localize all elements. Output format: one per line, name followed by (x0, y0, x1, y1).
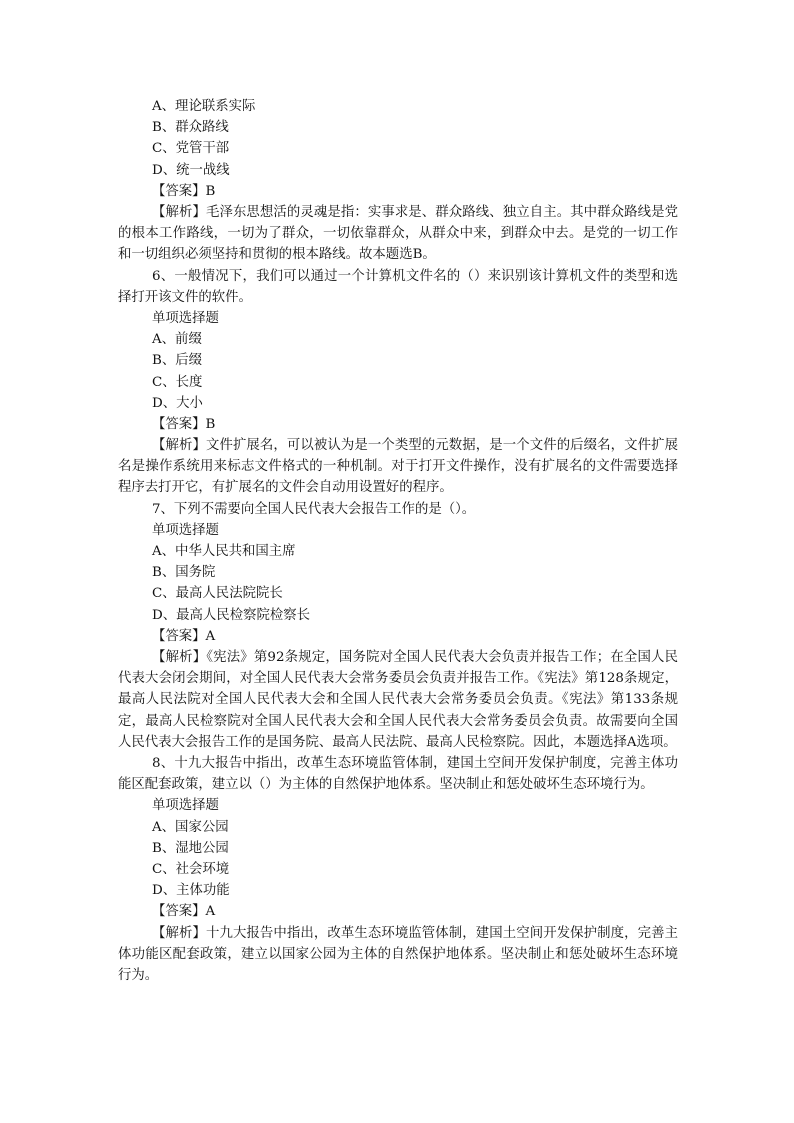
q8-analysis: 【解析】十九大报告中指出，改革生态环境监管体制，建国土空间开发保护制度，完善主体功能区配套政策，建立以国家公园为主体的自然保护地体系。坚决制止和惩处破坏生态环境行为。 (118, 925, 678, 983)
q6-stem: 6、一般情况下，我们可以通过一个计算机文件名的（）来识别该计算机文件的类型和选择打开该文件的软件。 (118, 268, 678, 305)
q7-option-c: C、最高人民法院院长 (152, 586, 283, 602)
q8-option-a: A、国家公园 (152, 819, 229, 835)
q5-option-c: C、党管干部 (152, 141, 230, 157)
q7-option-b: B、国务院 (152, 565, 216, 581)
q7-analysis: 【解析】《宪法》第92条规定，国务院对全国人民代表大会负责并报告工作；在全国人民代表大会闭会期间，对全国人民代表大会常务委员会负责并报告工作。《宪法》第128条规定，最高人民法院对全国人民代表大会和全国人民代表大会常务委员会负责。《宪法》第133条规定，最高人民检察院对全国人民代表大会和全国人民代表大会常务委员会负责。故需要向全国人民代表大会报告工作的是国务院、最高人民法院、最高人民检察院。因此，本题选择A选项。 (118, 650, 678, 750)
q8-type: 单项选择题 (152, 798, 219, 814)
q5-answer: 【答案】B (152, 183, 216, 199)
q6-option-a: A、前缀 (152, 332, 202, 348)
q8-option-b: B、湿地公园 (152, 840, 229, 856)
q6-option-c: C、长度 (152, 374, 203, 390)
q5-option-b: B、群众路线 (152, 120, 229, 136)
q7-option-a: A、中华人民共和国主席 (152, 544, 296, 560)
q7-option-d: D、最高人民检察院检察长 (152, 607, 311, 623)
q7-type: 单项选择题 (152, 522, 219, 538)
q6-option-b: B、后缀 (152, 353, 203, 369)
q8-option-d: D、主体功能 (152, 883, 230, 899)
page-content (118, 96, 678, 986)
q6-analysis: 【解析】文件扩展名，可以被认为是一个类型的元数据，是一个文件的后缀名，文件扩展名是操作系统用来标志文件格式的一种机制。对于打开文件操作，没有扩展名的文件需要选择程序去打开它，有扩展名的文件会自动用设置好的程序。 (118, 438, 678, 496)
q8-option-c: C、社会环境 (152, 862, 230, 877)
q8-answer: 【答案】A (152, 904, 216, 920)
q6-answer: 【答案】B (152, 416, 216, 432)
q6-option-d: D、大小 (152, 395, 203, 411)
q7-answer: 【答案】A (152, 628, 216, 644)
q7-stem: 7、下列不需要向全国人民代表大会报告工作的是（）。 (152, 501, 476, 517)
q5-option-d: D、统一战线 (152, 162, 230, 178)
q5-analysis: 【解析】毛泽东思想活的灵魂是指：实事求是、群众路线、独立自主。其中群众路线是党的根本工作路线，一切为了群众，一切依靠群众，从群众中来，到群众中去。是党的一切工作和一切组织必须坚持和贯彻的根本路线。故本题选B。 (118, 204, 678, 263)
q5-option-a: A、理论联系实际 (152, 99, 256, 114)
q8-stem: 8、十九大报告中指出，改革生态环境监管体制，建国土空间开发保护制度，完善主体功能区配套政策，建立以（）为主体的自然保护地体系。坚决制止和惩处破坏生态环境行为。 (118, 756, 678, 793)
q6-type: 单项选择题 (152, 310, 219, 326)
